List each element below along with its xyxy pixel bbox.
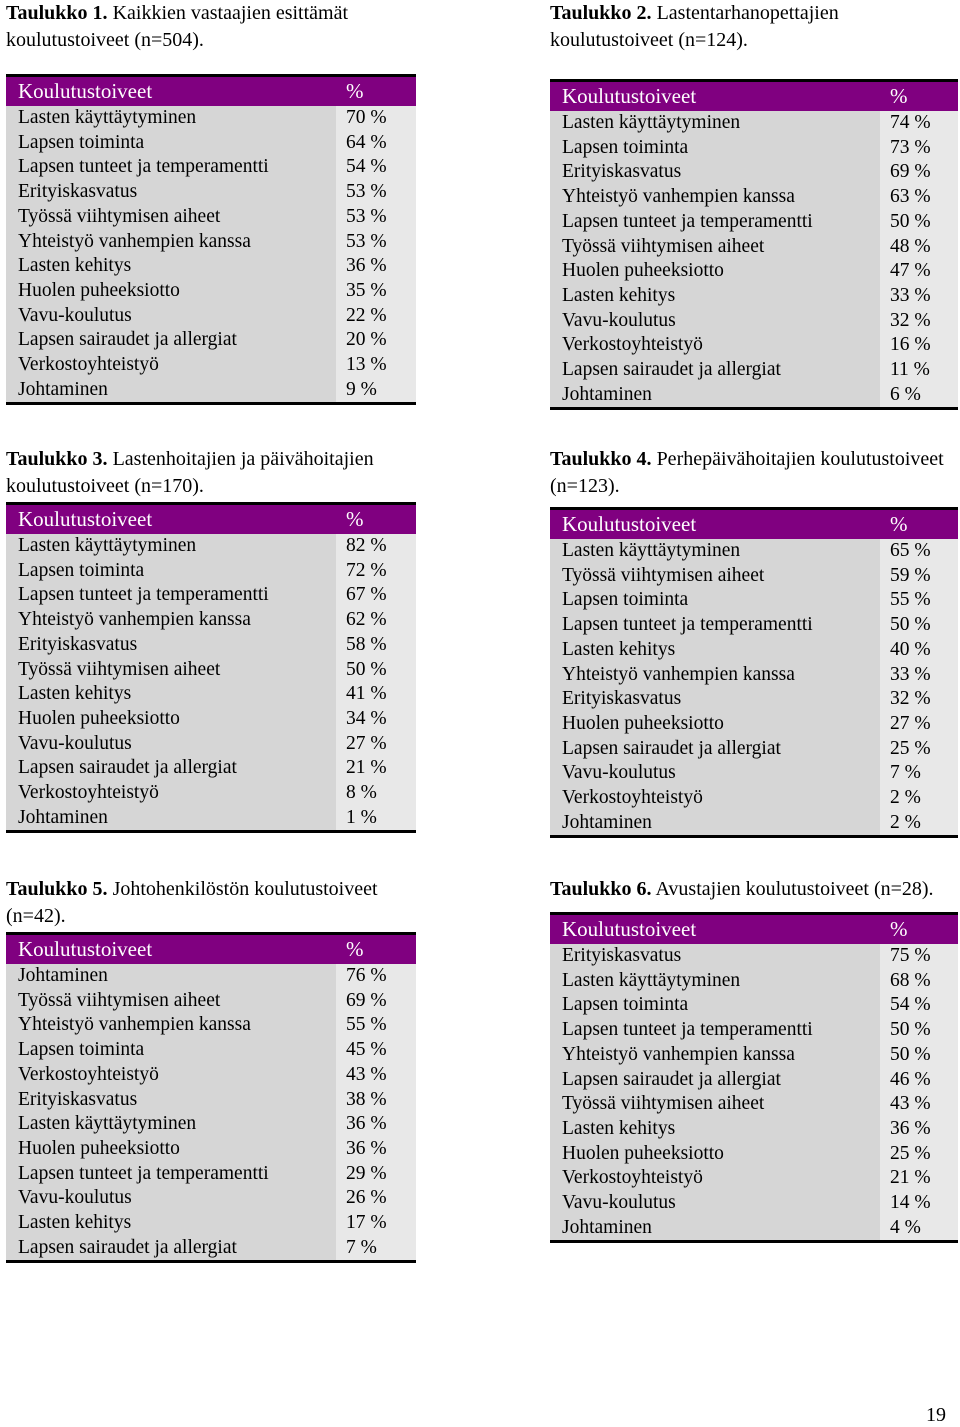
row-label: Lapsen toiminta bbox=[6, 559, 336, 584]
row-label: Lapsen toiminta bbox=[550, 136, 880, 161]
table-row bbox=[550, 136, 958, 161]
row-percent: 63 % bbox=[880, 185, 958, 210]
row-percent: 7 % bbox=[880, 761, 958, 786]
row-percent: 72 % bbox=[336, 559, 416, 584]
row-label: Huolen puheeksiotto bbox=[6, 279, 336, 304]
row-label: Verkostoyhteistyö bbox=[6, 353, 336, 378]
row-percent: 36 % bbox=[336, 254, 416, 279]
row-label: Verkostoyhteistyö bbox=[6, 1063, 336, 1088]
table-row bbox=[550, 564, 958, 589]
row-percent: 29 % bbox=[336, 1162, 416, 1187]
row-percent: 25 % bbox=[880, 1142, 958, 1167]
table-row bbox=[550, 638, 958, 663]
row-percent: 54 % bbox=[336, 155, 416, 180]
row-label: Lasten käyttäytyminen bbox=[550, 969, 880, 994]
row-label: Lapsen toiminta bbox=[6, 131, 336, 156]
row-percent: 75 % bbox=[880, 944, 958, 969]
data-table bbox=[550, 507, 958, 838]
table-row bbox=[6, 707, 416, 732]
row-percent: 35 % bbox=[336, 279, 416, 304]
table-row bbox=[6, 279, 416, 304]
table-row bbox=[6, 106, 416, 131]
row-label: Lapsen tunteet ja temperamentti bbox=[550, 1018, 880, 1043]
row-percent: 62 % bbox=[336, 608, 416, 633]
row-percent: 41 % bbox=[336, 682, 416, 707]
row-label: Yhteistyö vanhempien kanssa bbox=[6, 1013, 336, 1038]
table-row bbox=[550, 185, 958, 210]
row-percent: 50 % bbox=[336, 658, 416, 683]
row-label: Lasten kehitys bbox=[6, 1211, 336, 1236]
row-percent: 22 % bbox=[336, 304, 416, 329]
table-row bbox=[550, 737, 958, 762]
row-label: Lapsen sairaudet ja allergiat bbox=[6, 328, 336, 353]
table-row bbox=[550, 761, 958, 786]
row-percent: 76 % bbox=[336, 964, 416, 989]
row-percent: 50 % bbox=[880, 210, 958, 235]
row-percent: 64 % bbox=[336, 131, 416, 156]
table-row bbox=[550, 309, 958, 334]
row-label: Lasten käyttäytyminen bbox=[6, 106, 336, 131]
table-row bbox=[6, 254, 416, 279]
row-label: Johtaminen bbox=[550, 383, 880, 409]
data-table bbox=[550, 79, 958, 410]
table-row bbox=[6, 353, 416, 378]
table-row bbox=[550, 663, 958, 688]
row-percent: 26 % bbox=[336, 1186, 416, 1211]
table-caption: Taulukko 1. Kaikkien vastaajien esittämät koulutustoiveet (n=504). bbox=[6, 2, 349, 51]
row-percent: 74 % bbox=[880, 111, 958, 136]
table-row bbox=[6, 682, 416, 707]
row-percent: 20 % bbox=[336, 328, 416, 353]
row-percent: 55 % bbox=[336, 1013, 416, 1038]
row-label: Johtaminen bbox=[550, 811, 880, 837]
row-percent: 53 % bbox=[336, 180, 416, 205]
table-row bbox=[550, 358, 958, 383]
row-percent: 69 % bbox=[336, 989, 416, 1014]
row-percent: 32 % bbox=[880, 309, 958, 334]
row-label: Verkostoyhteistyö bbox=[550, 786, 880, 811]
row-percent: 17 % bbox=[336, 1211, 416, 1236]
table-row bbox=[6, 756, 416, 781]
table-row bbox=[550, 1191, 958, 1216]
row-percent: 50 % bbox=[880, 1018, 958, 1043]
row-label: Lapsen sairaudet ja allergiat bbox=[550, 358, 880, 383]
row-percent: 1 % bbox=[336, 806, 416, 832]
row-label: Työssä viihtymisen aiheet bbox=[550, 564, 880, 589]
row-percent: 14 % bbox=[880, 1191, 958, 1216]
row-percent: 36 % bbox=[336, 1137, 416, 1162]
column-header-percent: % bbox=[880, 509, 958, 540]
row-percent: 54 % bbox=[880, 993, 958, 1018]
table-row bbox=[6, 534, 416, 559]
column-header-label: Koulutustoiveet bbox=[6, 504, 336, 535]
table-row bbox=[550, 111, 958, 136]
row-label: Lasten kehitys bbox=[550, 284, 880, 309]
row-label: Verkostoyhteistyö bbox=[550, 333, 880, 358]
row-label: Huolen puheeksiotto bbox=[550, 259, 880, 284]
row-label: Työssä viihtymisen aiheet bbox=[6, 658, 336, 683]
row-label: Huolen puheeksiotto bbox=[6, 1137, 336, 1162]
row-percent: 8 % bbox=[336, 781, 416, 806]
row-label: Erityiskasvatus bbox=[6, 633, 336, 658]
row-percent: 21 % bbox=[336, 756, 416, 781]
column-header-percent: % bbox=[880, 81, 958, 112]
row-percent: 50 % bbox=[880, 613, 958, 638]
column-header-percent: % bbox=[336, 76, 416, 107]
row-label: Lapsen toiminta bbox=[550, 588, 880, 613]
row-percent: 27 % bbox=[880, 712, 958, 737]
table-row bbox=[6, 304, 416, 329]
row-percent: 16 % bbox=[880, 333, 958, 358]
table-row bbox=[6, 1186, 416, 1211]
row-percent: 11 % bbox=[880, 358, 958, 383]
row-percent: 4 % bbox=[880, 1216, 958, 1242]
table-block-6 bbox=[550, 876, 958, 1243]
column-header-label: Koulutustoiveet bbox=[6, 934, 336, 965]
table-row bbox=[6, 328, 416, 353]
table-row bbox=[6, 732, 416, 757]
row-percent: 13 % bbox=[336, 353, 416, 378]
row-label: Verkostoyhteistyö bbox=[550, 1166, 880, 1191]
row-percent: 40 % bbox=[880, 638, 958, 663]
column-header-label: Koulutustoiveet bbox=[6, 76, 336, 107]
row-label: Työssä viihtymisen aiheet bbox=[550, 1092, 880, 1117]
table-row bbox=[550, 383, 958, 409]
table-row bbox=[6, 1063, 416, 1088]
row-label: Yhteistyö vanhempien kanssa bbox=[550, 185, 880, 210]
table-row bbox=[6, 131, 416, 156]
table-row bbox=[6, 1088, 416, 1113]
row-percent: 25 % bbox=[880, 737, 958, 762]
row-label: Lapsen sairaudet ja allergiat bbox=[6, 756, 336, 781]
row-percent: 45 % bbox=[336, 1038, 416, 1063]
data-table bbox=[6, 502, 416, 833]
table-row bbox=[550, 235, 958, 260]
table-row bbox=[550, 811, 958, 837]
row-percent: 47 % bbox=[880, 259, 958, 284]
table-row bbox=[550, 969, 958, 994]
table-block-5 bbox=[6, 876, 416, 1263]
row-label: Lapsen sairaudet ja allergiat bbox=[550, 1068, 880, 1093]
row-percent: 70 % bbox=[336, 106, 416, 131]
table-caption: Taulukko 2. Lastentarhanopettajien koulutustoiveet (n=124). bbox=[550, 2, 839, 51]
row-label: Lapsen toiminta bbox=[6, 1038, 336, 1063]
row-label: Lasten käyttäytyminen bbox=[550, 539, 880, 564]
table-row bbox=[6, 1013, 416, 1038]
table-row bbox=[6, 1112, 416, 1137]
page-number: 19 bbox=[926, 1404, 946, 1426]
table-row bbox=[6, 559, 416, 584]
data-table bbox=[6, 932, 416, 1263]
row-label: Lapsen tunteet ja temperamentti bbox=[6, 583, 336, 608]
row-label: Erityiskasvatus bbox=[6, 180, 336, 205]
row-percent: 32 % bbox=[880, 687, 958, 712]
row-label: Huolen puheeksiotto bbox=[550, 712, 880, 737]
table-row bbox=[550, 1068, 958, 1093]
row-label: Lasten käyttäytyminen bbox=[550, 111, 880, 136]
row-percent: 2 % bbox=[880, 786, 958, 811]
table-caption: Taulukko 6. Avustajien koulutustoiveet (n=28). bbox=[550, 878, 934, 900]
table-row bbox=[550, 1043, 958, 1068]
row-percent: 58 % bbox=[336, 633, 416, 658]
row-percent: 36 % bbox=[336, 1112, 416, 1137]
table-row bbox=[6, 230, 416, 255]
table-row bbox=[550, 613, 958, 638]
column-header-label: Koulutustoiveet bbox=[550, 81, 880, 112]
row-percent: 33 % bbox=[880, 663, 958, 688]
table-row bbox=[550, 1117, 958, 1142]
row-label: Lapsen sairaudet ja allergiat bbox=[550, 737, 880, 762]
data-table bbox=[550, 912, 958, 1243]
row-percent: 6 % bbox=[880, 383, 958, 409]
row-label: Lapsen sairaudet ja allergiat bbox=[6, 1236, 336, 1262]
row-percent: 67 % bbox=[336, 583, 416, 608]
row-label: Lasten käyttäytyminen bbox=[6, 1112, 336, 1137]
column-header-percent: % bbox=[336, 504, 416, 535]
row-label: Lapsen tunteet ja temperamentti bbox=[550, 613, 880, 638]
table-row bbox=[6, 608, 416, 633]
row-label: Lapsen toiminta bbox=[550, 993, 880, 1018]
row-percent: 82 % bbox=[336, 534, 416, 559]
table-row bbox=[550, 687, 958, 712]
row-label: Erityiskasvatus bbox=[6, 1088, 336, 1113]
row-percent: 43 % bbox=[336, 1063, 416, 1088]
table-row bbox=[550, 539, 958, 564]
row-label: Yhteistyö vanhempien kanssa bbox=[6, 230, 336, 255]
row-label: Vavu-koulutus bbox=[550, 309, 880, 334]
table-row bbox=[6, 781, 416, 806]
table-row bbox=[550, 259, 958, 284]
row-label: Lapsen tunteet ja temperamentti bbox=[6, 1162, 336, 1187]
table-row bbox=[6, 989, 416, 1014]
table-caption: Taulukko 3. Lastenhoitajien ja päivähoitajien koulutustoiveet (n=170). bbox=[6, 448, 374, 497]
row-label: Verkostoyhteistyö bbox=[6, 781, 336, 806]
table-row bbox=[6, 806, 416, 832]
table-row bbox=[6, 1038, 416, 1063]
row-percent: 36 % bbox=[880, 1117, 958, 1142]
table-row bbox=[6, 1211, 416, 1236]
row-percent: 34 % bbox=[336, 707, 416, 732]
row-label: Johtaminen bbox=[6, 806, 336, 832]
row-label: Johtaminen bbox=[6, 964, 336, 989]
table-caption: Taulukko 4. Perhepäivähoitajien koulutustoiveet (n=123). bbox=[550, 448, 944, 497]
table-row bbox=[550, 786, 958, 811]
table-row bbox=[550, 1092, 958, 1117]
table-caption: Taulukko 5. Johtohenkilöstön koulutustoiveet (n=42). bbox=[6, 878, 378, 927]
row-percent: 50 % bbox=[880, 1043, 958, 1068]
row-percent: 7 % bbox=[336, 1236, 416, 1262]
row-percent: 33 % bbox=[880, 284, 958, 309]
table-row bbox=[550, 284, 958, 309]
row-label: Lapsen tunteet ja temperamentti bbox=[550, 210, 880, 235]
row-label: Vavu-koulutus bbox=[6, 1186, 336, 1211]
row-label: Erityiskasvatus bbox=[550, 160, 880, 185]
row-label: Erityiskasvatus bbox=[550, 687, 880, 712]
table-block-3 bbox=[6, 446, 416, 833]
row-label: Vavu-koulutus bbox=[550, 1191, 880, 1216]
table-row bbox=[550, 1216, 958, 1242]
row-label: Lasten kehitys bbox=[550, 1117, 880, 1142]
row-percent: 2 % bbox=[880, 811, 958, 837]
table-row bbox=[6, 1162, 416, 1187]
row-label: Johtaminen bbox=[6, 378, 336, 404]
row-label: Lasten kehitys bbox=[550, 638, 880, 663]
table-row bbox=[6, 180, 416, 205]
table-row bbox=[550, 944, 958, 969]
table-row bbox=[550, 333, 958, 358]
row-label: Lasten kehitys bbox=[6, 682, 336, 707]
column-header-label: Koulutustoiveet bbox=[550, 914, 880, 945]
row-percent: 21 % bbox=[880, 1166, 958, 1191]
row-percent: 9 % bbox=[336, 378, 416, 404]
row-percent: 43 % bbox=[880, 1092, 958, 1117]
row-percent: 65 % bbox=[880, 539, 958, 564]
row-percent: 68 % bbox=[880, 969, 958, 994]
table-row bbox=[6, 658, 416, 683]
row-label: Vavu-koulutus bbox=[6, 304, 336, 329]
row-label: Johtaminen bbox=[550, 1216, 880, 1242]
row-label: Työssä viihtymisen aiheet bbox=[6, 989, 336, 1014]
row-label: Vavu-koulutus bbox=[550, 761, 880, 786]
row-percent: 53 % bbox=[336, 205, 416, 230]
table-row bbox=[6, 378, 416, 404]
row-label: Yhteistyö vanhempien kanssa bbox=[550, 1043, 880, 1068]
row-label: Vavu-koulutus bbox=[6, 732, 336, 757]
table-block-4 bbox=[550, 446, 958, 838]
row-percent: 55 % bbox=[880, 588, 958, 613]
table-row bbox=[550, 1166, 958, 1191]
column-header-percent: % bbox=[336, 934, 416, 965]
row-label: Huolen puheeksiotto bbox=[6, 707, 336, 732]
row-label: Yhteistyö vanhempien kanssa bbox=[6, 608, 336, 633]
table-row bbox=[550, 210, 958, 235]
row-label: Työssä viihtymisen aiheet bbox=[550, 235, 880, 260]
row-label: Lasten käyttäytyminen bbox=[6, 534, 336, 559]
data-table bbox=[6, 74, 416, 405]
table-row bbox=[550, 1142, 958, 1167]
row-label: Erityiskasvatus bbox=[550, 944, 880, 969]
table-block-1 bbox=[6, 0, 416, 405]
row-percent: 46 % bbox=[880, 1068, 958, 1093]
row-label: Lapsen tunteet ja temperamentti bbox=[6, 155, 336, 180]
row-label: Lasten kehitys bbox=[6, 254, 336, 279]
table-row bbox=[6, 583, 416, 608]
table-row bbox=[6, 155, 416, 180]
row-percent: 38 % bbox=[336, 1088, 416, 1113]
table-row bbox=[550, 1018, 958, 1043]
row-label: Yhteistyö vanhempien kanssa bbox=[550, 663, 880, 688]
table-row bbox=[6, 1137, 416, 1162]
table-row bbox=[6, 205, 416, 230]
row-percent: 69 % bbox=[880, 160, 958, 185]
table-row bbox=[6, 1236, 416, 1262]
column-header-percent: % bbox=[880, 914, 958, 945]
table-row bbox=[550, 712, 958, 737]
row-percent: 59 % bbox=[880, 564, 958, 589]
row-percent: 48 % bbox=[880, 235, 958, 260]
table-row bbox=[6, 633, 416, 658]
row-label: Huolen puheeksiotto bbox=[550, 1142, 880, 1167]
table-row bbox=[550, 160, 958, 185]
row-percent: 53 % bbox=[336, 230, 416, 255]
row-percent: 27 % bbox=[336, 732, 416, 757]
table-row bbox=[6, 964, 416, 989]
row-label: Työssä viihtymisen aiheet bbox=[6, 205, 336, 230]
table-row bbox=[550, 588, 958, 613]
row-percent: 73 % bbox=[880, 136, 958, 161]
table-row bbox=[550, 993, 958, 1018]
table-block-2 bbox=[550, 0, 958, 410]
column-header-label: Koulutustoiveet bbox=[550, 509, 880, 540]
